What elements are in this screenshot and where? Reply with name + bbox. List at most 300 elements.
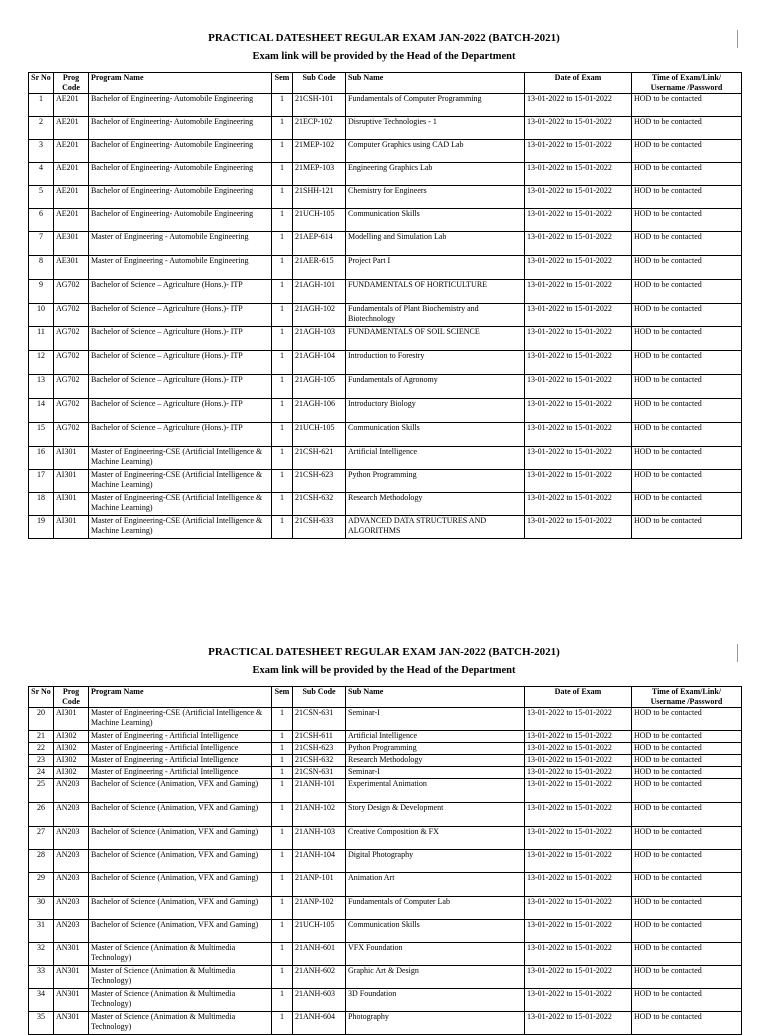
sr-no-cell: 5 [29, 186, 54, 209]
sub-code-cell: 21MEP-103 [293, 163, 346, 186]
exam-time-cell: HOD to be contacted [632, 755, 742, 767]
sub-code-cell: 21CSH-611 [293, 731, 346, 743]
table-row [29, 966, 742, 989]
exam-date-cell: 13-01-2022 to 15-01-2022 [525, 731, 632, 743]
col-header: Date of Exam [525, 73, 632, 94]
prog-code-cell: AI301 [54, 708, 89, 731]
sr-no-cell: 12 [29, 351, 54, 375]
sr-no-cell: 14 [29, 399, 54, 423]
exam-date-cell: 13-01-2022 to 15-01-2022 [525, 327, 632, 351]
sub-code-cell: 21CSH-621 [293, 447, 346, 470]
table-row [29, 731, 742, 743]
exam-time-cell: HOD to be contacted [632, 423, 742, 447]
sem-cell: 1 [272, 989, 293, 1012]
table-row [29, 803, 742, 827]
exam-time-cell: HOD to be contacted [632, 708, 742, 731]
table-row [29, 873, 742, 897]
table-row [29, 897, 742, 920]
sem-cell: 1 [272, 351, 293, 375]
sr-no-cell: 29 [29, 873, 54, 897]
sem-cell: 1 [272, 803, 293, 827]
sub-name-cell: FUNDAMENTALS OF HORTICULTURE [346, 280, 525, 304]
sub-code-cell: 21CSH-633 [293, 516, 346, 539]
sub-name-cell: 3D Foundation [346, 989, 525, 1012]
table-row [29, 493, 742, 516]
prog-code-cell: AN203 [54, 803, 89, 827]
sub-name-cell: Animation Art [346, 873, 525, 897]
col-header: Sub Code [293, 687, 346, 708]
sub-code-cell: 21AGH-104 [293, 351, 346, 375]
prog-code-cell: AE201 [54, 94, 89, 117]
exam-date-cell: 13-01-2022 to 15-01-2022 [525, 516, 632, 539]
program-name-cell: Bachelor of Science – Agriculture (Hons.)- ITP [89, 327, 272, 351]
sub-name-cell: Project Part I [346, 256, 525, 280]
sub-name-cell: Python Programming [346, 743, 525, 755]
sem-cell: 1 [272, 827, 293, 850]
sem-cell: 1 [272, 399, 293, 423]
program-name-cell: Master of Engineering - Artificial Intelligence [89, 767, 272, 779]
table-row [29, 767, 742, 779]
prog-code-cell: AG702 [54, 423, 89, 447]
program-name-cell: Bachelor of Science (Animation, VFX and Gaming) [89, 827, 272, 850]
program-name-cell: Bachelor of Engineering- Automobile Engineering [89, 209, 272, 232]
table-row [29, 470, 742, 493]
table-row [29, 743, 742, 755]
sr-no-cell: 7 [29, 232, 54, 256]
table-row [29, 117, 742, 140]
program-name-cell: Bachelor of Engineering- Automobile Engineering [89, 117, 272, 140]
exam-date-cell: 13-01-2022 to 15-01-2022 [525, 232, 632, 256]
sr-no-cell: 31 [29, 920, 54, 943]
sem-cell: 1 [272, 755, 293, 767]
exam-time-cell: HOD to be contacted [632, 779, 742, 803]
datesheet-table [28, 72, 742, 539]
sem-cell: 1 [272, 327, 293, 351]
sem-cell: 1 [272, 743, 293, 755]
table-row [29, 186, 742, 209]
sr-no-cell: 22 [29, 743, 54, 755]
sub-code-cell: 21UCH-105 [293, 920, 346, 943]
sr-no-cell: 16 [29, 447, 54, 470]
sub-code-cell: 21AER-615 [293, 256, 346, 280]
page-title: PRACTICAL DATESHEET REGULAR EXAM JAN-2022 (BATCH-2021) [208, 646, 560, 658]
exam-time-cell: HOD to be contacted [632, 803, 742, 827]
program-name-cell: Master of Engineering - Artificial Intelligence [89, 743, 272, 755]
sem-cell: 1 [272, 117, 293, 140]
table-row [29, 163, 742, 186]
sub-name-cell: Story Design & Development [346, 803, 525, 827]
table-row [29, 447, 742, 470]
sub-name-cell: Introduction to Forestry [346, 351, 525, 375]
sem-cell: 1 [272, 304, 293, 327]
program-name-cell: Bachelor of Engineering- Automobile Engineering [89, 163, 272, 186]
table-row [29, 399, 742, 423]
prog-code-cell: AE201 [54, 186, 89, 209]
exam-time-cell: HOD to be contacted [632, 256, 742, 280]
exam-time-cell: HOD to be contacted [632, 470, 742, 493]
sr-no-cell: 28 [29, 850, 54, 873]
table-row [29, 423, 742, 447]
sub-code-cell: 21ANH-602 [293, 966, 346, 989]
table-row [29, 827, 742, 850]
exam-date-cell: 13-01-2022 to 15-01-2022 [525, 920, 632, 943]
col-header: Sem [272, 73, 293, 94]
sub-code-cell: 21CSH-632 [293, 493, 346, 516]
sem-cell: 1 [272, 897, 293, 920]
exam-time-cell: HOD to be contacted [632, 767, 742, 779]
prog-code-cell: AG702 [54, 399, 89, 423]
program-name-cell: Master of Science (Animation & Multimedia Technology) [89, 943, 272, 966]
table-row [29, 1012, 742, 1035]
prog-code-cell: AE301 [54, 232, 89, 256]
program-name-cell: Master of Engineering-CSE (Artificial Intelligence & Machine Learning) [89, 470, 272, 493]
prog-code-cell: AG702 [54, 280, 89, 304]
sem-cell: 1 [272, 966, 293, 989]
prog-code-cell: AI301 [54, 493, 89, 516]
sub-name-cell: Seminar-I [346, 708, 525, 731]
exam-time-cell: HOD to be contacted [632, 1012, 742, 1035]
prog-code-cell: AI301 [54, 470, 89, 493]
exam-date-cell: 13-01-2022 to 15-01-2022 [525, 943, 632, 966]
sem-cell: 1 [272, 256, 293, 280]
program-name-cell: Bachelor of Engineering- Automobile Engineering [89, 140, 272, 163]
exam-time-cell: HOD to be contacted [632, 743, 742, 755]
program-name-cell: Master of Engineering-CSE (Artificial Intelligence & Machine Learning) [89, 708, 272, 731]
sub-code-cell: 21ANH-103 [293, 827, 346, 850]
sr-no-cell: 24 [29, 767, 54, 779]
sem-cell: 1 [272, 375, 293, 399]
table-row [29, 708, 742, 731]
sem-cell: 1 [272, 493, 293, 516]
table-row [29, 140, 742, 163]
exam-time-cell: HOD to be contacted [632, 827, 742, 850]
table-row [29, 232, 742, 256]
exam-time-cell: HOD to be contacted [632, 943, 742, 966]
prog-code-cell: AG702 [54, 351, 89, 375]
sem-cell: 1 [272, 423, 293, 447]
exam-time-cell: HOD to be contacted [632, 232, 742, 256]
exam-date-cell: 13-01-2022 to 15-01-2022 [525, 163, 632, 186]
exam-time-cell: HOD to be contacted [632, 375, 742, 399]
prog-code-cell: AG702 [54, 327, 89, 351]
sub-name-cell: Graphic Art & Design [346, 966, 525, 989]
program-name-cell: Bachelor of Science – Agriculture (Hons.)- ITP [89, 304, 272, 327]
table-row [29, 943, 742, 966]
sub-name-cell: Modelling and Simulation Lab [346, 232, 525, 256]
program-name-cell: Bachelor of Science (Animation, VFX and Gaming) [89, 897, 272, 920]
sub-name-cell: FUNDAMENTALS OF SOIL SCIENCE [346, 327, 525, 351]
exam-date-cell: 13-01-2022 to 15-01-2022 [525, 304, 632, 327]
exam-date-cell: 13-01-2022 to 15-01-2022 [525, 351, 632, 375]
sub-name-cell: Research Methodology [346, 493, 525, 516]
page-title: PRACTICAL DATESHEET REGULAR EXAM JAN-2022 (BATCH-2021) [208, 32, 560, 44]
sr-no-cell: 10 [29, 304, 54, 327]
program-name-cell: Master of Engineering - Automobile Engineering [89, 232, 272, 256]
exam-time-cell: HOD to be contacted [632, 447, 742, 470]
exam-date-cell: 13-01-2022 to 15-01-2022 [525, 280, 632, 304]
program-name-cell: Master of Science (Animation & Multimedia Technology) [89, 989, 272, 1012]
program-name-cell: Bachelor of Science (Animation, VFX and Gaming) [89, 803, 272, 827]
exam-time-cell: HOD to be contacted [632, 399, 742, 423]
sub-code-cell: 21UCH-105 [293, 209, 346, 232]
table-header-row [29, 73, 742, 94]
sem-cell: 1 [272, 1012, 293, 1035]
program-name-cell: Bachelor of Science – Agriculture (Hons.)- ITP [89, 375, 272, 399]
exam-date-cell: 13-01-2022 to 15-01-2022 [525, 209, 632, 232]
table-row [29, 327, 742, 351]
exam-date-cell: 13-01-2022 to 15-01-2022 [525, 873, 632, 897]
prog-code-cell: AI301 [54, 516, 89, 539]
exam-date-cell: 13-01-2022 to 15-01-2022 [525, 399, 632, 423]
sem-cell: 1 [272, 920, 293, 943]
program-name-cell: Master of Engineering-CSE (Artificial Intelligence & Machine Learning) [89, 516, 272, 539]
sr-no-cell: 26 [29, 803, 54, 827]
table-row [29, 920, 742, 943]
col-header: Prog Code [54, 73, 89, 94]
sub-name-cell: Communication Skills [346, 920, 525, 943]
sub-code-cell: 21CSH-623 [293, 743, 346, 755]
prog-code-cell: AI302 [54, 755, 89, 767]
prog-code-cell: AN203 [54, 850, 89, 873]
sub-name-cell: Computer Graphics using CAD Lab [346, 140, 525, 163]
col-header: Prog Code [54, 687, 89, 708]
sub-code-cell: 21ANH-603 [293, 989, 346, 1012]
exam-time-cell: HOD to be contacted [632, 163, 742, 186]
program-name-cell: Bachelor of Science (Animation, VFX and Gaming) [89, 779, 272, 803]
table-row [29, 516, 742, 539]
prog-code-cell: AN301 [54, 1012, 89, 1035]
sub-code-cell: 21ANP-102 [293, 897, 346, 920]
sr-no-cell: 8 [29, 256, 54, 280]
sub-name-cell: Artificial Intelligence [346, 731, 525, 743]
sub-code-cell: 21CSH-623 [293, 470, 346, 493]
sub-name-cell: Introductory Biology [346, 399, 525, 423]
exam-date-cell: 13-01-2022 to 15-01-2022 [525, 827, 632, 850]
sem-cell: 1 [272, 516, 293, 539]
sr-no-cell: 3 [29, 140, 54, 163]
sem-cell: 1 [272, 447, 293, 470]
sr-no-cell: 4 [29, 163, 54, 186]
sub-name-cell: Experimental Animation [346, 779, 525, 803]
prog-code-cell: AE301 [54, 256, 89, 280]
exam-time-cell: HOD to be contacted [632, 920, 742, 943]
table-row [29, 989, 742, 1012]
prog-code-cell: AN203 [54, 873, 89, 897]
exam-date-cell: 13-01-2022 to 15-01-2022 [525, 850, 632, 873]
exam-date-cell: 13-01-2022 to 15-01-2022 [525, 117, 632, 140]
exam-time-cell: HOD to be contacted [632, 280, 742, 304]
sub-name-cell: VFX Foundation [346, 943, 525, 966]
sem-cell: 1 [272, 470, 293, 493]
sr-no-cell: 15 [29, 423, 54, 447]
sub-name-cell: Disruptive Technologies - 1 [346, 117, 525, 140]
exam-time-cell: HOD to be contacted [632, 351, 742, 375]
sem-cell: 1 [272, 943, 293, 966]
program-name-cell: Master of Science (Animation & Multimedia Technology) [89, 966, 272, 989]
table-row [29, 755, 742, 767]
sr-no-cell: 1 [29, 94, 54, 117]
prog-code-cell: AE201 [54, 140, 89, 163]
sr-no-cell: 13 [29, 375, 54, 399]
sub-code-cell: 21SHH-121 [293, 186, 346, 209]
table-row [29, 351, 742, 375]
prog-code-cell: AN301 [54, 989, 89, 1012]
table-row [29, 94, 742, 117]
sub-code-cell: 21MEP-102 [293, 140, 346, 163]
sr-no-cell: 35 [29, 1012, 54, 1035]
sub-code-cell: 21CSH-101 [293, 94, 346, 117]
sub-name-cell: Artificial Intelligence [346, 447, 525, 470]
sub-name-cell: Python Programming [346, 470, 525, 493]
program-name-cell: Bachelor of Engineering- Automobile Engineering [89, 94, 272, 117]
exam-date-cell: 13-01-2022 to 15-01-2022 [525, 1012, 632, 1035]
sem-cell: 1 [272, 186, 293, 209]
sub-code-cell: 21AGH-105 [293, 375, 346, 399]
sr-no-cell: 9 [29, 280, 54, 304]
exam-date-cell: 13-01-2022 to 15-01-2022 [525, 94, 632, 117]
sub-code-cell: 21ANP-101 [293, 873, 346, 897]
sub-code-cell: 21ANH-104 [293, 850, 346, 873]
prog-code-cell: AI302 [54, 743, 89, 755]
exam-date-cell: 13-01-2022 to 15-01-2022 [525, 767, 632, 779]
page-edge-mark [737, 644, 738, 662]
col-header: Sub Name [346, 687, 525, 708]
exam-date-cell: 13-01-2022 to 15-01-2022 [525, 375, 632, 399]
sub-code-cell: 21ANH-102 [293, 803, 346, 827]
sem-cell: 1 [272, 140, 293, 163]
sub-name-cell: Communication Skills [346, 423, 525, 447]
prog-code-cell: AE201 [54, 117, 89, 140]
exam-time-cell: HOD to be contacted [632, 850, 742, 873]
sr-no-cell: 21 [29, 731, 54, 743]
col-header: Sub Code [293, 73, 346, 94]
program-name-cell: Bachelor of Science (Animation, VFX and Gaming) [89, 873, 272, 897]
exam-time-cell: HOD to be contacted [632, 94, 742, 117]
prog-code-cell: AN203 [54, 827, 89, 850]
exam-time-cell: HOD to be contacted [632, 516, 742, 539]
table-row [29, 850, 742, 873]
table-row [29, 779, 742, 803]
col-header: Time of Exam/Link/ Username /Password [632, 73, 742, 94]
program-name-cell: Bachelor of Science – Agriculture (Hons.)- ITP [89, 399, 272, 423]
exam-date-cell: 13-01-2022 to 15-01-2022 [525, 803, 632, 827]
prog-code-cell: AE201 [54, 209, 89, 232]
sub-code-cell: 21ANH-601 [293, 943, 346, 966]
prog-code-cell: AN301 [54, 966, 89, 989]
sub-code-cell: 21AGH-102 [293, 304, 346, 327]
exam-time-cell: HOD to be contacted [632, 493, 742, 516]
sem-cell: 1 [272, 767, 293, 779]
col-header: Sem [272, 687, 293, 708]
sub-name-cell: Fundamentals of Computer Programming [346, 94, 525, 117]
program-name-cell: Master of Engineering - Artificial Intelligence [89, 731, 272, 743]
sub-code-cell: 21AEP-614 [293, 232, 346, 256]
program-name-cell: Master of Engineering-CSE (Artificial Intelligence & Machine Learning) [89, 447, 272, 470]
exam-time-cell: HOD to be contacted [632, 209, 742, 232]
sem-cell: 1 [272, 280, 293, 304]
sem-cell: 1 [272, 232, 293, 256]
prog-code-cell: AI302 [54, 731, 89, 743]
exam-date-cell: 13-01-2022 to 15-01-2022 [525, 423, 632, 447]
sub-name-cell: Photography [346, 1012, 525, 1035]
exam-date-cell: 13-01-2022 to 15-01-2022 [525, 743, 632, 755]
col-header: Program Name [89, 73, 272, 94]
exam-time-cell: HOD to be contacted [632, 327, 742, 351]
sub-code-cell: 21CSN-631 [293, 708, 346, 731]
sr-no-cell: 6 [29, 209, 54, 232]
exam-time-cell: HOD to be contacted [632, 989, 742, 1012]
sub-name-cell: Chemistry for Engineers [346, 186, 525, 209]
exam-date-cell: 13-01-2022 to 15-01-2022 [525, 140, 632, 163]
sub-name-cell: Fundamentals of Plant Biochemistry and Biotechnology [346, 304, 525, 327]
exam-time-cell: HOD to be contacted [632, 140, 742, 163]
page-subtitle: Exam link will be provided by the Head of the Department [252, 665, 516, 676]
exam-time-cell: HOD to be contacted [632, 304, 742, 327]
exam-date-cell: 13-01-2022 to 15-01-2022 [525, 256, 632, 280]
sr-no-cell: 20 [29, 708, 54, 731]
sub-code-cell: 21ANH-101 [293, 779, 346, 803]
sub-name-cell: Communication Skills [346, 209, 525, 232]
program-name-cell: Bachelor of Science (Animation, VFX and Gaming) [89, 850, 272, 873]
exam-date-cell: 13-01-2022 to 15-01-2022 [525, 447, 632, 470]
program-name-cell: Bachelor of Science – Agriculture (Hons.)- ITP [89, 280, 272, 304]
sr-no-cell: 33 [29, 966, 54, 989]
sub-name-cell: Fundamentals of Agronomy [346, 375, 525, 399]
sub-code-cell: 21AGH-101 [293, 280, 346, 304]
exam-date-cell: 13-01-2022 to 15-01-2022 [525, 470, 632, 493]
table-row [29, 375, 742, 399]
program-name-cell: Master of Engineering - Automobile Engineering [89, 256, 272, 280]
sub-code-cell: 21CSH-632 [293, 755, 346, 767]
page-subtitle: Exam link will be provided by the Head of the Department [252, 51, 516, 62]
exam-time-cell: HOD to be contacted [632, 186, 742, 209]
exam-date-cell: 13-01-2022 to 15-01-2022 [525, 779, 632, 803]
col-header: Sub Name [346, 73, 525, 94]
sr-no-cell: 2 [29, 117, 54, 140]
exam-date-cell: 13-01-2022 to 15-01-2022 [525, 708, 632, 731]
prog-code-cell: AN203 [54, 897, 89, 920]
sem-cell: 1 [272, 850, 293, 873]
table-body [29, 94, 742, 539]
sem-cell: 1 [272, 731, 293, 743]
sr-no-cell: 23 [29, 755, 54, 767]
sr-no-cell: 25 [29, 779, 54, 803]
exam-date-cell: 13-01-2022 to 15-01-2022 [525, 186, 632, 209]
prog-code-cell: AG702 [54, 304, 89, 327]
program-name-cell: Master of Engineering - Artificial Intelligence [89, 755, 272, 767]
col-header: Sr No [29, 73, 54, 94]
sem-cell: 1 [272, 708, 293, 731]
exam-time-cell: HOD to be contacted [632, 117, 742, 140]
exam-time-cell: HOD to be contacted [632, 897, 742, 920]
sub-name-cell: Seminar-I [346, 767, 525, 779]
sub-name-cell: Digital Photography [346, 850, 525, 873]
program-name-cell: Master of Engineering-CSE (Artificial Intelligence & Machine Learning) [89, 493, 272, 516]
table-row [29, 256, 742, 280]
page-edge-mark [737, 30, 738, 48]
sem-cell: 1 [272, 94, 293, 117]
sr-no-cell: 30 [29, 897, 54, 920]
datesheet-table [28, 686, 742, 1035]
exam-time-cell: HOD to be contacted [632, 873, 742, 897]
exam-date-cell: 13-01-2022 to 15-01-2022 [525, 966, 632, 989]
sr-no-cell: 19 [29, 516, 54, 539]
table-body [29, 708, 742, 1035]
sub-name-cell: Fundamentals of Computer Lab [346, 897, 525, 920]
col-header: Time of Exam/Link/ Username /Password [632, 687, 742, 708]
sem-cell: 1 [272, 779, 293, 803]
sub-name-cell: Research Methodology [346, 755, 525, 767]
